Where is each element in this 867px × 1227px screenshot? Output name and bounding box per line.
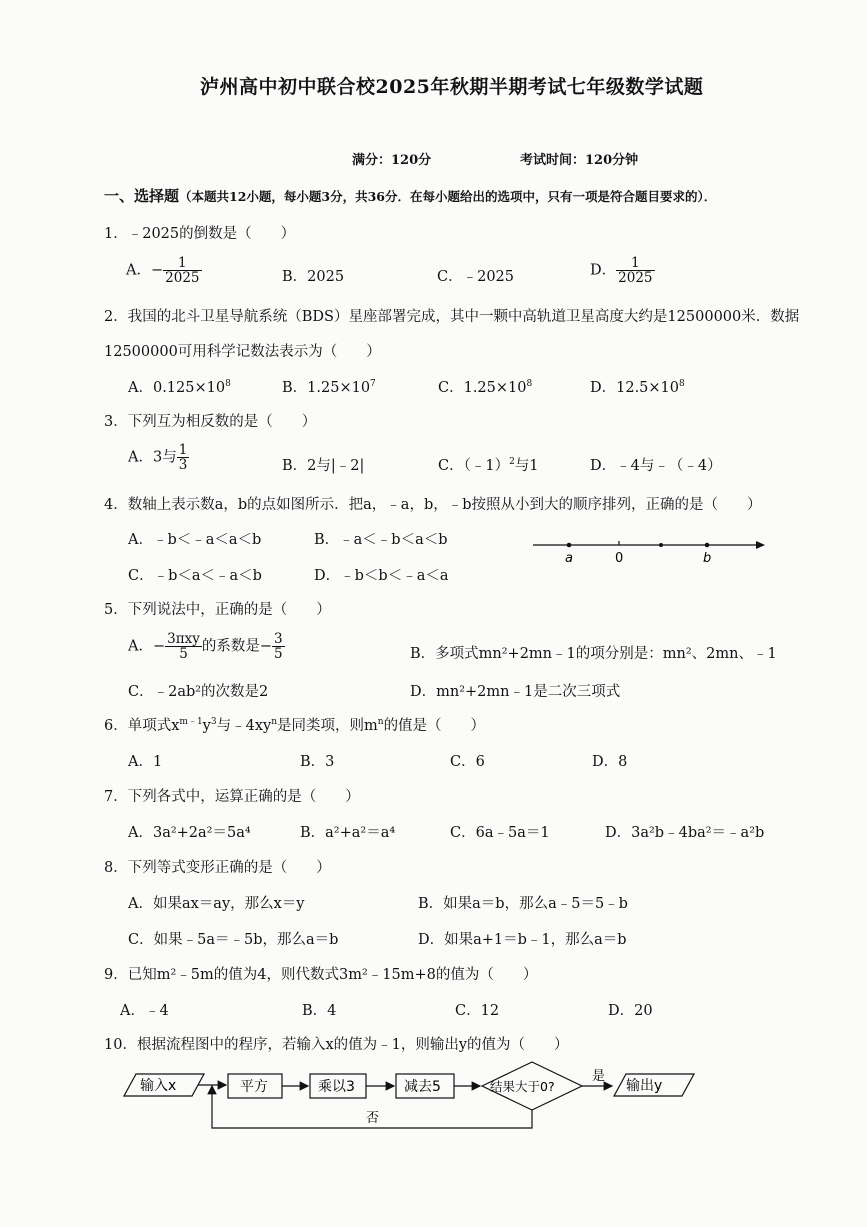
input-label: 输入x [140,1078,177,1094]
question-2-line-1: 2．我国的北斗卫星导航系统（BDS）星座部署完成，其中一颗中高轨道卫星高度大约是12500000米．数据 [104,309,800,325]
q6-option-c: C．6 [450,754,485,770]
q1-option-d: D． $\frac{1}{2025}$ [590,255,653,287]
q6-option-b: B．3 [300,754,335,770]
q6-option-d: D．8 [592,754,628,770]
q1-option-c: C．﹣2025 [437,269,514,285]
point-mid [659,543,663,547]
question-7-stem: 7．下列各式中，运算正确的是（ ） [104,789,360,805]
q3-option-c: C．（﹣1）$^2$与1 [438,457,539,474]
q8-option-a: A．如果ax＝ay，那么x＝y [128,896,305,912]
yes-label: 是 [592,1069,606,1084]
q7-option-d: D．3a²b﹣4ba²＝﹣a²b [605,825,765,841]
q6-option-a: A．1 [128,754,163,770]
q2-option-d: D．$12.5\times 10^8$ [590,379,685,396]
q5-option-d: D．mn²+2mn﹣1是二次三项式 [410,684,621,700]
point-b [705,543,710,548]
page-title: 泸州高中初中联合校2025年秋期半期考试七年级数学试题 [200,76,704,98]
q7-option-a: A．3a²+2a²＝5a⁴ [128,825,251,841]
q4-option-b: B．﹣a＜﹣b＜a＜b [314,532,448,548]
multiply-label: 乘以3 [318,1079,355,1095]
question-2-line-2: 12500000可用科学记数法表示为（ ） [104,344,381,360]
question-5-stem: 5．下列说法中，正确的是（ ） [104,602,331,618]
q5-option-b: B．多项式mn²+2mn﹣1的项分别是：mn²、2mn、﹣1 [410,646,777,662]
q2-option-a: A．$0.125\times 10^8$ [128,379,231,396]
q2-option-b: B．$1.25\times 10^7$ [282,379,376,396]
q9-option-c: C．12 [455,1003,500,1019]
question-10-stem: 10．根据流程图中的程序，若输入x的值为﹣1，则输出y的值为（ ） [104,1037,569,1053]
label-b: b [703,551,712,566]
question-9-stem: 9．已知m²﹣5m的值为4，则代数式3m²﹣15m+8的值为（ ） [104,967,538,983]
question-8-stem: 8．下列等式变形正确的是（ ） [104,860,331,876]
q8-option-b: B．如果a＝b，那么a﹣5＝5﹣b [418,896,628,912]
section-title: 一、选择题 [104,187,180,205]
section-note: （本题共12小题，每小题3分，共36分．在每小题给出的选项中，只有一项是符合题目要求的）． [179,189,717,204]
q2-option-c: C．$1.25\times 10^8$ [438,379,533,396]
full-score: 满分：120分 [352,153,432,168]
q3-option-a: A．3与 $\frac{1}{3}$ [128,442,188,474]
q5-option-c: C．﹣2ab²的次数是2 [128,684,269,700]
question-1-stem: 1．﹣2025的倒数是（ ） [104,226,296,242]
q7-option-c: C．6a﹣5a＝1 [450,825,550,841]
decision-label: 结果大于0? [490,1079,555,1094]
q9-option-b: B．4 [302,1003,337,1019]
subtract-label: 减去5 [404,1079,441,1095]
q8-option-c: C．如果﹣5a＝﹣5b，那么a＝b [128,932,339,948]
section-heading [104,185,716,206]
q1-option-a: A．− $\frac{1}{2025}$ [126,255,200,287]
question-6-stem: 6．单项式$x^{m﹣1}y^3$与$﹣4xy^n$是同类项，则$m^n$的值是（ ） [104,717,486,734]
question-3-stem: 3．下列互为相反数的是（ ） [104,414,317,430]
label-zero: 0 [615,551,624,566]
flowchart [120,1058,700,1138]
square-label: 平方 [240,1079,268,1095]
question-4-stem: 4．数轴上表示数a，b的点如图所示．把a，﹣a，b，﹣b按照从小到大的顺序排列，正确的是（ ） [104,497,762,513]
q9-option-d: D．20 [608,1003,653,1019]
q3-option-b: B．2与|﹣2| [282,458,365,474]
axis-arrow-icon [756,541,765,549]
q8-option-d: D．如果a+1＝b﹣1，那么a＝b [418,932,627,948]
exam-time: 考试时间：120分钟 [520,153,639,168]
q1-option-b: B．2025 [282,269,345,285]
number-line-figure [525,530,775,570]
no-label: 否 [366,1111,380,1126]
q4-option-c: C．﹣b＜a＜﹣a＜b [128,568,262,584]
q4-option-d: D．﹣b＜b＜﹣a＜a [314,568,449,584]
q3-option-d: D．﹣4与﹣（﹣4） [590,458,722,474]
q7-option-b: B．a²+a²＝a⁴ [300,825,396,841]
label-a: a [565,551,573,566]
output-label: 输出y [626,1078,663,1094]
q9-option-a: A．﹣4 [120,1003,169,1019]
q4-option-a: A．﹣b＜﹣a＜a＜b [128,532,262,548]
point-a [567,543,572,548]
q5-option-a: A．− $\frac{\text{3πxy}}{5}$ 的系数是− $\frac{3}{5}$ [128,631,283,663]
